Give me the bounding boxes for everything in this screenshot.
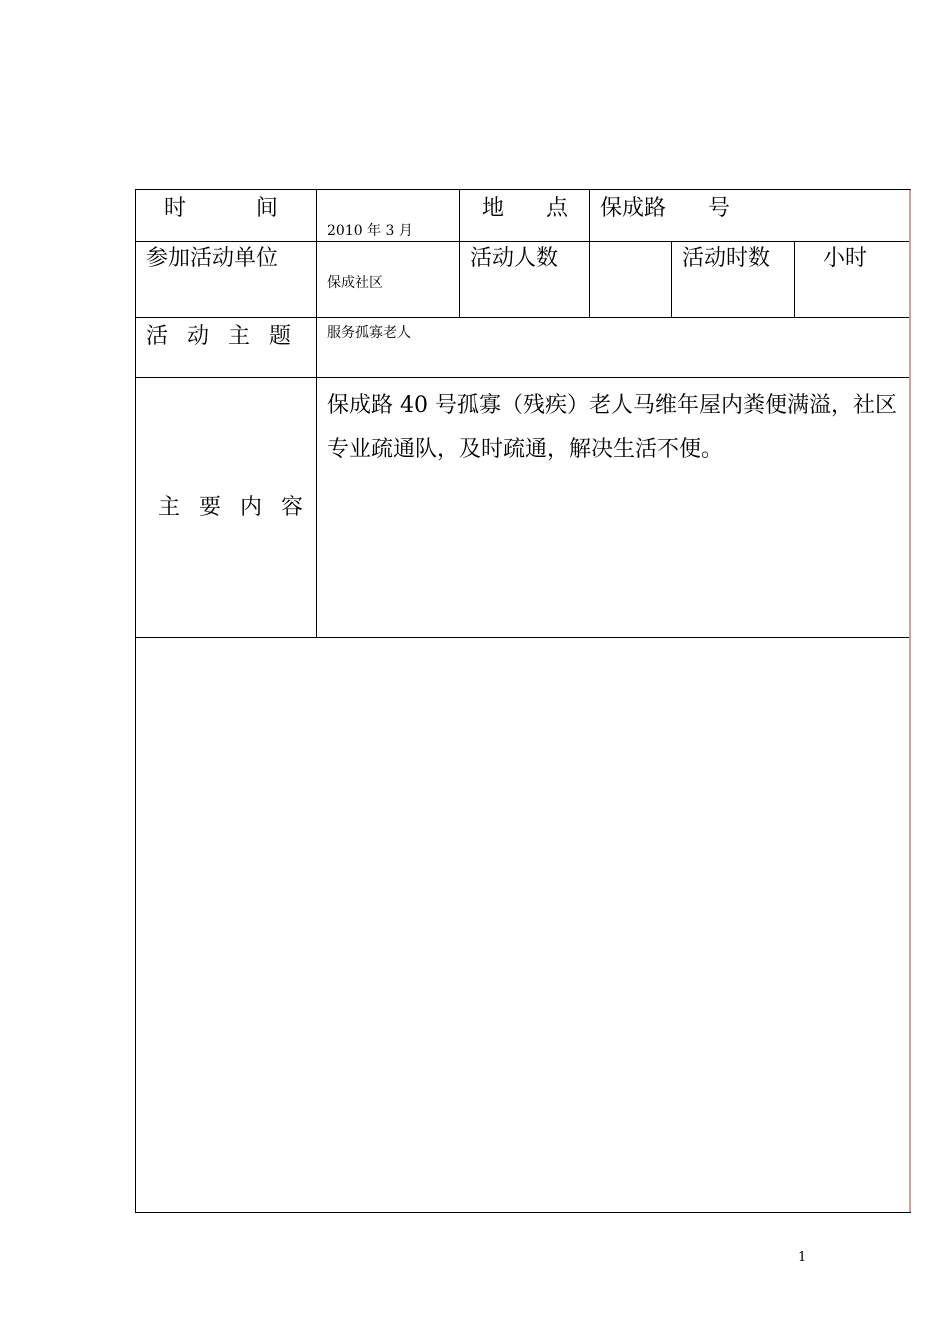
row-content [136,378,911,638]
content-value: 保成路 40 号孤寡（残疾）老人马维年屋内粪便满溢，社区专业疏通队，及时疏通，解决生活不便。 [327,393,897,462]
theme-label-cell [136,318,317,378]
place-value-cell [590,190,911,242]
row-time-place [136,190,911,242]
page-edge-mark [909,190,911,1212]
place-label-cell [460,190,590,242]
theme-value: 服务孤寡老人 [327,325,411,341]
time-label: 时 间 [164,196,278,221]
time-value: 2010 年 3 月 [327,223,413,239]
count-label: 活动人数 [470,246,559,271]
count-label-cell [460,242,590,318]
hours-label-cell [672,242,795,318]
content-label-cell [136,378,317,638]
count-value-cell [590,242,672,318]
theme-value-cell [317,318,911,378]
row-theme [136,318,911,378]
unit-value-cell [317,242,460,318]
time-label-cell [136,190,317,242]
unit-label-cell [136,242,317,318]
theme-label: 活 动 主 题 [146,324,297,349]
content-value-cell [317,378,911,638]
unit-value: 保成社区 [327,275,383,291]
row-unit-count-hours [136,242,911,318]
document-title [185,108,485,144]
time-value-cell [317,190,460,242]
activity-record-table [135,189,911,1213]
unit-label: 参加活动单位 [146,246,279,271]
hours-label: 活动时数 [682,246,771,271]
hours-unit: 小时 [823,246,868,271]
content-label: 主 要 内 容 [158,494,309,520]
page-number: 1 [798,1250,807,1265]
hours-unit-cell [795,242,911,318]
notes-cell [136,638,911,1213]
place-value: 保成路 号 [600,196,730,221]
row-notes [136,638,911,1213]
place-label: 地 点 [482,196,568,221]
